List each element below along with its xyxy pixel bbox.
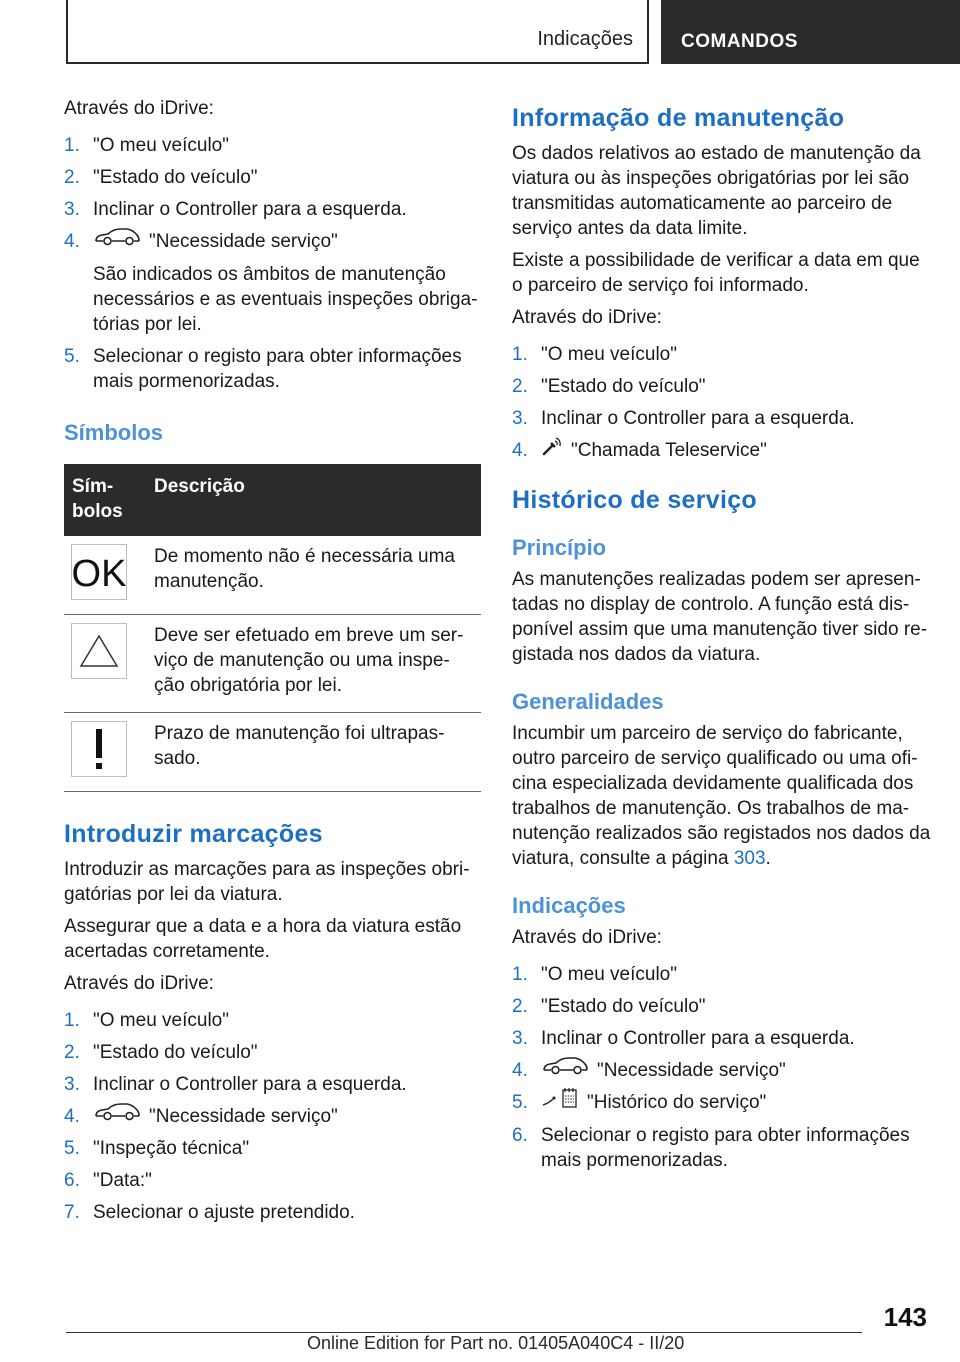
list-item: 3. Inclinar o Controller para a esquerda. [512, 408, 855, 429]
info-intro: Através do iDrive: [512, 307, 662, 328]
list-item: 4. "Necessidade serviço" [512, 1058, 932, 1083]
steps-list-4 [512, 962, 932, 1173]
marks-paragraph-1: Introduzir as marcações para as inspeções obri‐gatórias por lei da viatura. [64, 859, 470, 905]
table-header-symbols: Sím‐bolos [64, 464, 146, 536]
table-cell: Deve ser efetuado em breve um ser‐viço de manutenção ou uma inspe‐ção obrigatória por lei. [146, 615, 481, 713]
list-item: 1. "O meu veículo" [64, 135, 229, 156]
info-paragraph-1: Os dados relativos ao estado de manutenção da viatura ou às inspeções obrigatórias por lei são transmitidas automaticamente ao parceiro de serviço antes da data limite. [512, 143, 921, 239]
exclamation-icon [71, 721, 127, 777]
header-section-title: Indicações [537, 28, 633, 50]
car-icon [93, 227, 141, 254]
table-row [64, 713, 481, 792]
list-item: 2. "Estado do veículo" [64, 167, 258, 188]
list-item: 4. "Necessidade serviço" São indicados os âmbitos de manutenção necessários e as eventuais inspeções obriga‐tórias por lei. [64, 229, 481, 337]
principle-heading: Princípio [512, 535, 607, 560]
principle-paragraph: As manutenções realizadas podem ser apresen‐tadas no display de controlo. A função está dis‐ponível assim que uma manutenção tiver sido re‐gistada nos dados da viatura. [512, 569, 928, 665]
list-item: 7. Selecionar o ajuste pretendido. [64, 1202, 355, 1223]
list-item: 5. Selecionar o registo para obter informações mais pormenorizadas. [64, 346, 462, 392]
indications-heading: Indicações [512, 893, 626, 918]
list-item: 3. Inclinar o Controller para a esquerda. [512, 1028, 855, 1049]
list-item: 3. Inclinar o Controller para a esquerda. [64, 1074, 407, 1095]
steps-list-2 [64, 1008, 481, 1225]
footer-edition: Online Edition for Part no. 01405A040C4 - II/20 [307, 1333, 685, 1353]
service-history-icon [541, 1087, 579, 1116]
header-section-box [66, 0, 649, 64]
right-column [512, 104, 932, 1180]
car-icon [541, 1056, 589, 1083]
symbols-table [64, 464, 481, 792]
steps-list-3 [512, 342, 932, 464]
symbols-heading: Símbolos [64, 420, 164, 445]
intro-text: Através do iDrive: [64, 98, 214, 119]
marks-heading: Introduzir marcações [64, 820, 323, 848]
header-chapter-tab: COMANDOS [661, 0, 960, 64]
page-link[interactable]: 303 [733, 848, 766, 869]
car-icon [93, 1102, 141, 1129]
list-item: 2. "Estado do veículo" [512, 376, 706, 397]
list-item: 2. "Estado do veículo" [64, 1042, 258, 1063]
info-paragraph-2: Existe a possibilidade de verificar a data em que o parceiro de serviço foi informado. [512, 250, 920, 296]
warning-triangle-icon [71, 623, 127, 679]
list-item: 4. "Necessidade serviço" [64, 1104, 481, 1129]
ok-icon [71, 544, 127, 600]
list-item: 3. Inclinar o Controller para a esquerda. [64, 199, 407, 220]
list-item: 6. "Data:" [64, 1170, 152, 1191]
page-number: 143 [883, 1302, 927, 1332]
table-cell: De momento não é necessária uma manutenção. [146, 536, 481, 615]
table-cell: Prazo de manutenção foi ultrapas‐sado. [146, 713, 481, 792]
list-item: 1. "O meu veículo" [512, 964, 677, 985]
marks-intro: Através do iDrive: [64, 973, 214, 994]
marks-paragraph-2: Assegurar que a data e a hora da viatura estão acertadas corretamente. [64, 916, 462, 962]
list-item: 1. "O meu veículo" [512, 344, 677, 365]
list-item: 1. "O meu veículo" [64, 1010, 229, 1031]
svg-text:OK: OK [72, 553, 126, 592]
history-heading: Histórico de serviço [512, 486, 757, 514]
table-row [64, 615, 481, 713]
table-row [64, 536, 481, 615]
table-header-description: Descrição [146, 464, 481, 536]
info-heading: Informação de manutenção [512, 104, 845, 132]
list-item: 6. Selecionar o registo para obter informações mais pormenorizadas. [512, 1125, 910, 1171]
teleservice-icon [541, 435, 563, 464]
list-item: 4. "Chamada Teleservice" [512, 438, 932, 464]
indications-intro: Através do iDrive: [512, 927, 662, 948]
left-column [64, 96, 481, 1232]
list-item: 5. "Histórico do serviço" [512, 1090, 932, 1116]
steps-list-1 [64, 133, 481, 394]
list-item: 5. "Inspeção técnica" [64, 1138, 250, 1159]
list-item: 2. "Estado do veículo" [512, 996, 706, 1017]
general-paragraph: Incumbir um parceiro de serviço do fabricante, outro parceiro de serviço qualificado ou uma ofi‐cina especializada devidamente qualificada dos trabalhos de manutenção. Os trabalhos de ma‐nutenção realizados são registados nos dados da viatura, consulte a página 303. [512, 723, 931, 869]
general-heading: Generalidades [512, 689, 664, 714]
